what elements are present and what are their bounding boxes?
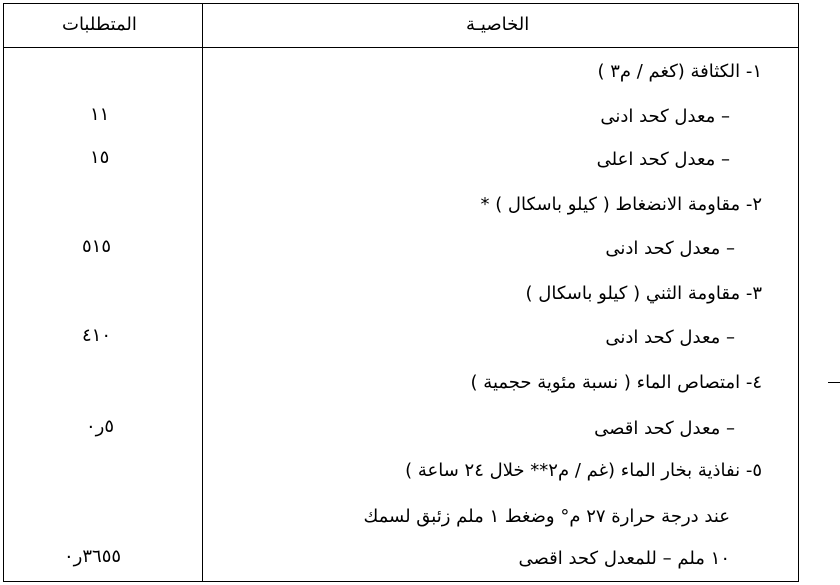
margin-dash: [828, 382, 840, 383]
column-divider: [202, 3, 203, 582]
row-property: عند درجة حرارة ٢٧ م° وضغط ١ ملم زئبق لسمك: [363, 506, 730, 527]
row-property: – معدل كحد اعلى: [596, 149, 730, 170]
row-property: – معدل كحد ادنى: [605, 238, 735, 259]
row-property: ٤- امتصاص الماء ( نسبة مئوية حجمية ): [470, 372, 762, 393]
row-property: ١- الكثافة (كغم / م٣ ): [597, 61, 762, 82]
row-property: ٣- مقاومة الثني ( كيلو باسكال ): [525, 283, 762, 304]
row-value: ٥ر٠: [86, 416, 115, 437]
row-value: ٤١٠: [82, 325, 112, 346]
row-value: ٥١٥: [82, 236, 112, 257]
header-requirements: المتطلبات: [62, 14, 137, 35]
row-property: ٥- نفاذية بخار الماء (غم / م٢** خلال ٢٤ ساعة ): [405, 460, 762, 481]
row-value: ١١: [90, 104, 110, 125]
row-property: – معدل كحد ادنى: [600, 106, 730, 127]
row-property: – معدل كحد ادنى: [605, 327, 735, 348]
row-value: ٣٦٥٥ر٠: [64, 546, 122, 567]
header-property: الخاصيـة: [466, 14, 530, 35]
row-property: ٢- مقاومة الانضغاط ( كيلو باسكال ) *: [480, 194, 762, 215]
header-divider: [3, 47, 799, 48]
row-property: ١٠ ملم – للمعدل كحد اقصى: [518, 548, 730, 569]
row-value: ١٥: [90, 147, 110, 168]
row-property: – معدل كحد اقصى: [594, 418, 735, 439]
